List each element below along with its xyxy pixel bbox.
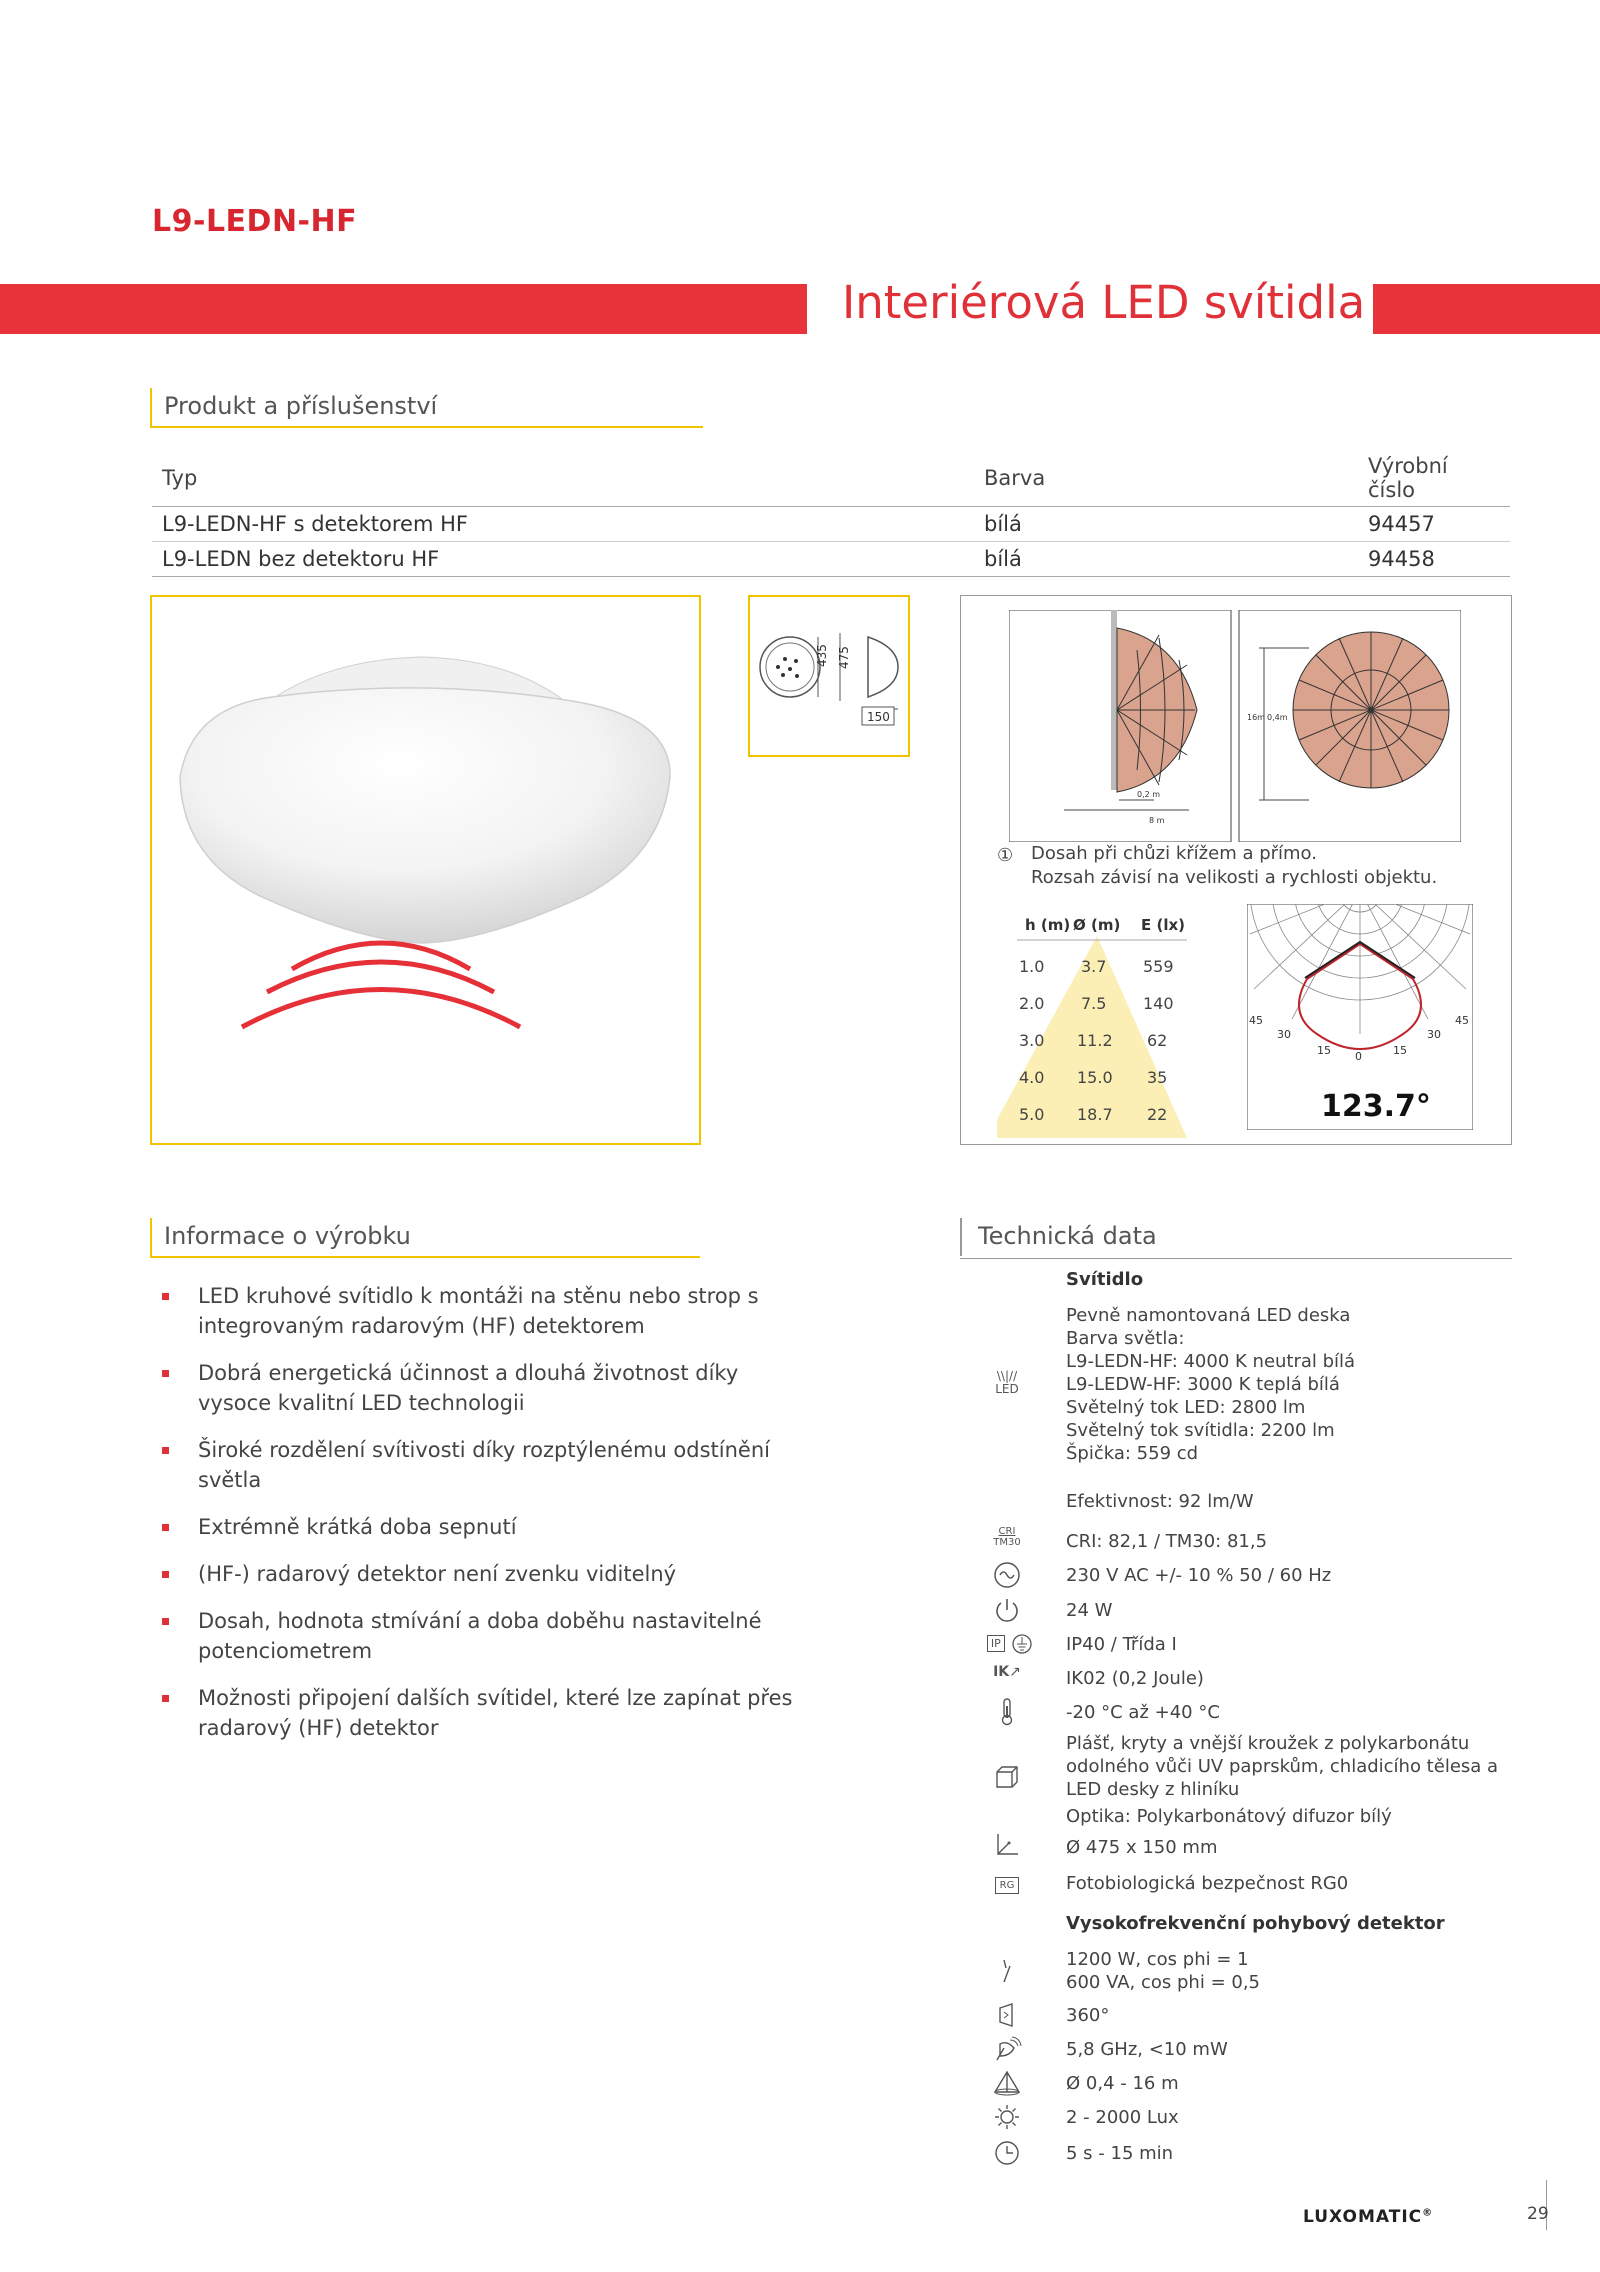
products-heading-line (150, 426, 703, 428)
angle-value: 360° (1066, 2005, 1110, 2026)
list-item: LED kruhové svítidlo k montáži na stěnu nebo strop s integrovaným radarovým (HF) detektorem (160, 1281, 810, 1341)
info-heading-line (150, 1256, 700, 1258)
polar-light-diagram (1247, 904, 1473, 1130)
light-row (1019, 994, 1174, 1013)
light-cell-e: 22 (1147, 1105, 1168, 1124)
lux-value: 2 - 2000 Lux (1066, 2107, 1179, 2128)
cell-color: bílá (974, 542, 1358, 577)
power-icon (985, 1595, 1029, 1630)
material-line: LED desky z hliníku (1066, 1779, 1240, 1800)
cell-number: 94458 (1358, 542, 1510, 577)
material-line: odolného vůči UV paprskům, chladicího tělesa a (1066, 1756, 1499, 1777)
ip-icon-label: IP (987, 1635, 1005, 1652)
rg-icon (985, 1869, 1029, 1894)
led-line: L9-LEDW-HF: 3000 K teplá bílá (1066, 1374, 1340, 1395)
led-line: Světelný tok svítidla: 2200 lm (1066, 1420, 1335, 1441)
led-line: Barva světla: (1066, 1328, 1185, 1349)
products-heading: Produkt a příslušenství (150, 388, 437, 426)
cell-type: L9-LEDN-HF s detektorem HF (152, 507, 974, 542)
light-cell-e: 140 (1143, 994, 1174, 1013)
light-cell-h: 2.0 (1019, 994, 1045, 1013)
light-header-d: Ø (m) (1073, 916, 1121, 934)
list-item: Široké rozdělení svítivosti díky rozptýlenému odstínění světla (160, 1435, 810, 1495)
light-row (1019, 957, 1174, 976)
product-code: L9-LEDN-HF (152, 204, 358, 239)
material-icon (985, 1762, 1029, 1797)
list-item: Dosah, hodnota stmívání a doba doběhu nastavitelné potenciometrem (160, 1606, 810, 1666)
luminaire-subheading: Svítidlo (1066, 1269, 1144, 1290)
cri-icon (985, 1526, 1029, 1548)
led-icon (985, 1370, 1029, 1396)
registered-mark: ® (1422, 2207, 1434, 2219)
ik-icon-label: IK (993, 1664, 1010, 1680)
led-icon-rays: \\|// (996, 1369, 1018, 1383)
product-photo-box (150, 595, 701, 1145)
page-title: Interiérová LED svítidla (842, 276, 1366, 329)
light-cell-h: 1.0 (1019, 957, 1045, 976)
load-line: 600 VA, cos phi = 0,5 (1066, 1972, 1260, 1993)
ik-icon: IK↗ (993, 1664, 1021, 1680)
dim-d1-label: 435 (815, 644, 829, 667)
light-cell-h: 4.0 (1019, 1068, 1045, 1087)
clock-icon (985, 2138, 1029, 2173)
efficiency: Efektivnost: 92 lm/W (1066, 1491, 1254, 1512)
photobio-value: Fotobiologická bezpečnost RG0 (1066, 1873, 1349, 1894)
dimension-drawing (750, 597, 908, 755)
list-item: Možnosti připojení dalších svítidel, které lze zapínat přes radarový (HF) detektor (160, 1683, 810, 1743)
range-icon (985, 2068, 1029, 2103)
range-label-8: 8 m (1149, 816, 1165, 825)
material-line: Optika: Polykarbonátový difuzor bílý (1066, 1806, 1392, 1827)
technical-diagram-box (960, 595, 1512, 1145)
cell-number: 94457 (1358, 507, 1510, 542)
tech-heading-line (960, 1258, 1512, 1259)
cell-color: bílá (974, 507, 1358, 542)
column-header-number: Výrobní číslo (1368, 454, 1448, 502)
polar-angle-0: 0 (1355, 1050, 1362, 1063)
note-line-1: Dosah při chůzi křížem a přímo. (1031, 843, 1317, 864)
polar-angle-30-left: 30 (1277, 1028, 1291, 1041)
tech-heading: Technická data (978, 1222, 1157, 1250)
range-label-04m: 0,4m (1267, 713, 1288, 722)
light-cell-e: 35 (1147, 1068, 1168, 1087)
range-label-02: 0,2 m (1137, 790, 1161, 799)
ik-value: IK02 (0,2 Joule) (1066, 1668, 1204, 1689)
light-cell-d: 15.0 (1077, 1068, 1113, 1087)
light-cell-h: 3.0 (1019, 1031, 1045, 1050)
light-cell-d: 3.7 (1081, 957, 1107, 976)
led-icon-label: LED (995, 1382, 1019, 1396)
column-header-type: Typ (162, 466, 198, 490)
brand-logo (1303, 2207, 1433, 2227)
list-item: Dobrá energetická účinnost a dlouhá životnost díky vysoce kvalitní LED technologii (160, 1358, 810, 1418)
material-line: Plášť, kryty a vnější kroužek z polykarbonátu (1066, 1733, 1470, 1754)
beam-angle: 123.7° (1321, 1089, 1431, 1124)
detector-subheading: Vysokofrekvenční pohybový detektor (1066, 1913, 1445, 1934)
light-cell-e: 559 (1143, 957, 1174, 976)
frequency-value: 5,8 GHz, <10 mW (1066, 2039, 1228, 2060)
dim-d2-label: 475 (837, 646, 851, 669)
list-item: Extrémně krátká doba sepnutí (160, 1512, 810, 1542)
time-value: 5 s - 15 min (1066, 2143, 1174, 2164)
light-cell-d: 7.5 (1081, 994, 1107, 1013)
dimension-drawing-box (748, 595, 910, 757)
ip-value: IP40 / Třída I (1066, 1634, 1177, 1655)
column-header-color: Barva (984, 466, 1046, 490)
polar-angle-30-right: 30 (1427, 1028, 1441, 1041)
polar-angle-45-right: 45 (1455, 1014, 1469, 1027)
note-marker: ① (997, 845, 1014, 866)
product-photo (152, 597, 699, 1143)
load-icon (985, 1956, 1029, 1991)
size-value: Ø 475 x 150 mm (1066, 1837, 1218, 1858)
light-cell-d: 11.2 (1077, 1031, 1113, 1050)
polar-angle-15-left: 15 (1317, 1044, 1331, 1057)
temperature-value: -20 °C až +40 °C (1066, 1702, 1220, 1723)
products-table (152, 450, 1510, 577)
dim-height-label: 150 (867, 710, 890, 724)
radar-icon (985, 2034, 1029, 2069)
cell-type: L9-LEDN bez detektoru HF (152, 542, 974, 577)
light-cell-d: 18.7 (1077, 1105, 1113, 1124)
info-heading: Informace o výrobku (150, 1218, 411, 1256)
lux-icon (985, 2102, 1029, 2137)
voltage-icon (985, 1560, 1029, 1595)
detection-angle-icon (985, 2000, 1029, 2035)
tech-heading-marker (960, 1218, 962, 1256)
cri-icon-top: CRI (998, 1526, 1016, 1537)
polar-angle-45-left: 45 (1249, 1014, 1263, 1027)
load-block (1066, 1948, 1506, 1994)
brand-logo-text: LUXOMATIC (1303, 2207, 1423, 2227)
list-item: (HF-) radarový detektor není zvenku viditelný (160, 1559, 810, 1589)
range-label-16m: 16m (1247, 713, 1265, 722)
table-row (152, 542, 1510, 577)
detection-diagrams (1009, 610, 1461, 842)
voltage-value: 230 V AC +/- 10 % 50 / 60 Hz (1066, 1565, 1332, 1586)
title-band-left (0, 284, 807, 334)
power-value: 24 W (1066, 1600, 1113, 1621)
cri-value: CRI: 82,1 / TM30: 81,5 (1066, 1531, 1268, 1552)
dimensions-icon (985, 1830, 1029, 1865)
light-cone-table (997, 910, 1197, 1140)
thermometer-icon (985, 1696, 1029, 1731)
polar-angle-15-right: 15 (1393, 1044, 1407, 1057)
table-row (152, 507, 1510, 542)
table-header-row (152, 450, 1510, 507)
title-band-right (1373, 284, 1600, 334)
range-value: Ø 0,4 - 16 m (1066, 2073, 1179, 2094)
note-line-2: Rozsah závisí na velikosti a rychlosti objektu. (1031, 867, 1438, 888)
ip-class-icon (980, 1630, 1040, 1655)
led-block (1066, 1304, 1506, 1465)
load-line: 1200 W, cos phi = 1 (1066, 1949, 1249, 1970)
rg-icon-label: RG (995, 1877, 1020, 1894)
led-line: Pevně namontovaná LED deska (1066, 1305, 1351, 1326)
light-header-h: h (m) (1025, 916, 1071, 934)
light-header-e: E (lx) (1141, 916, 1185, 934)
led-line: Špička: 559 cd (1066, 1443, 1199, 1464)
light-cell-e: 62 (1147, 1031, 1168, 1050)
light-cell-h: 5.0 (1019, 1105, 1045, 1124)
led-line: L9-LEDN-HF: 4000 K neutral bílá (1066, 1351, 1356, 1372)
material-block (1066, 1732, 1506, 1828)
feature-list (160, 1281, 810, 1760)
page-number: 29 (1527, 2204, 1549, 2224)
led-line: Světelný tok LED: 2800 lm (1066, 1397, 1306, 1418)
cri-icon-bottom: TM30 (993, 1537, 1021, 1548)
